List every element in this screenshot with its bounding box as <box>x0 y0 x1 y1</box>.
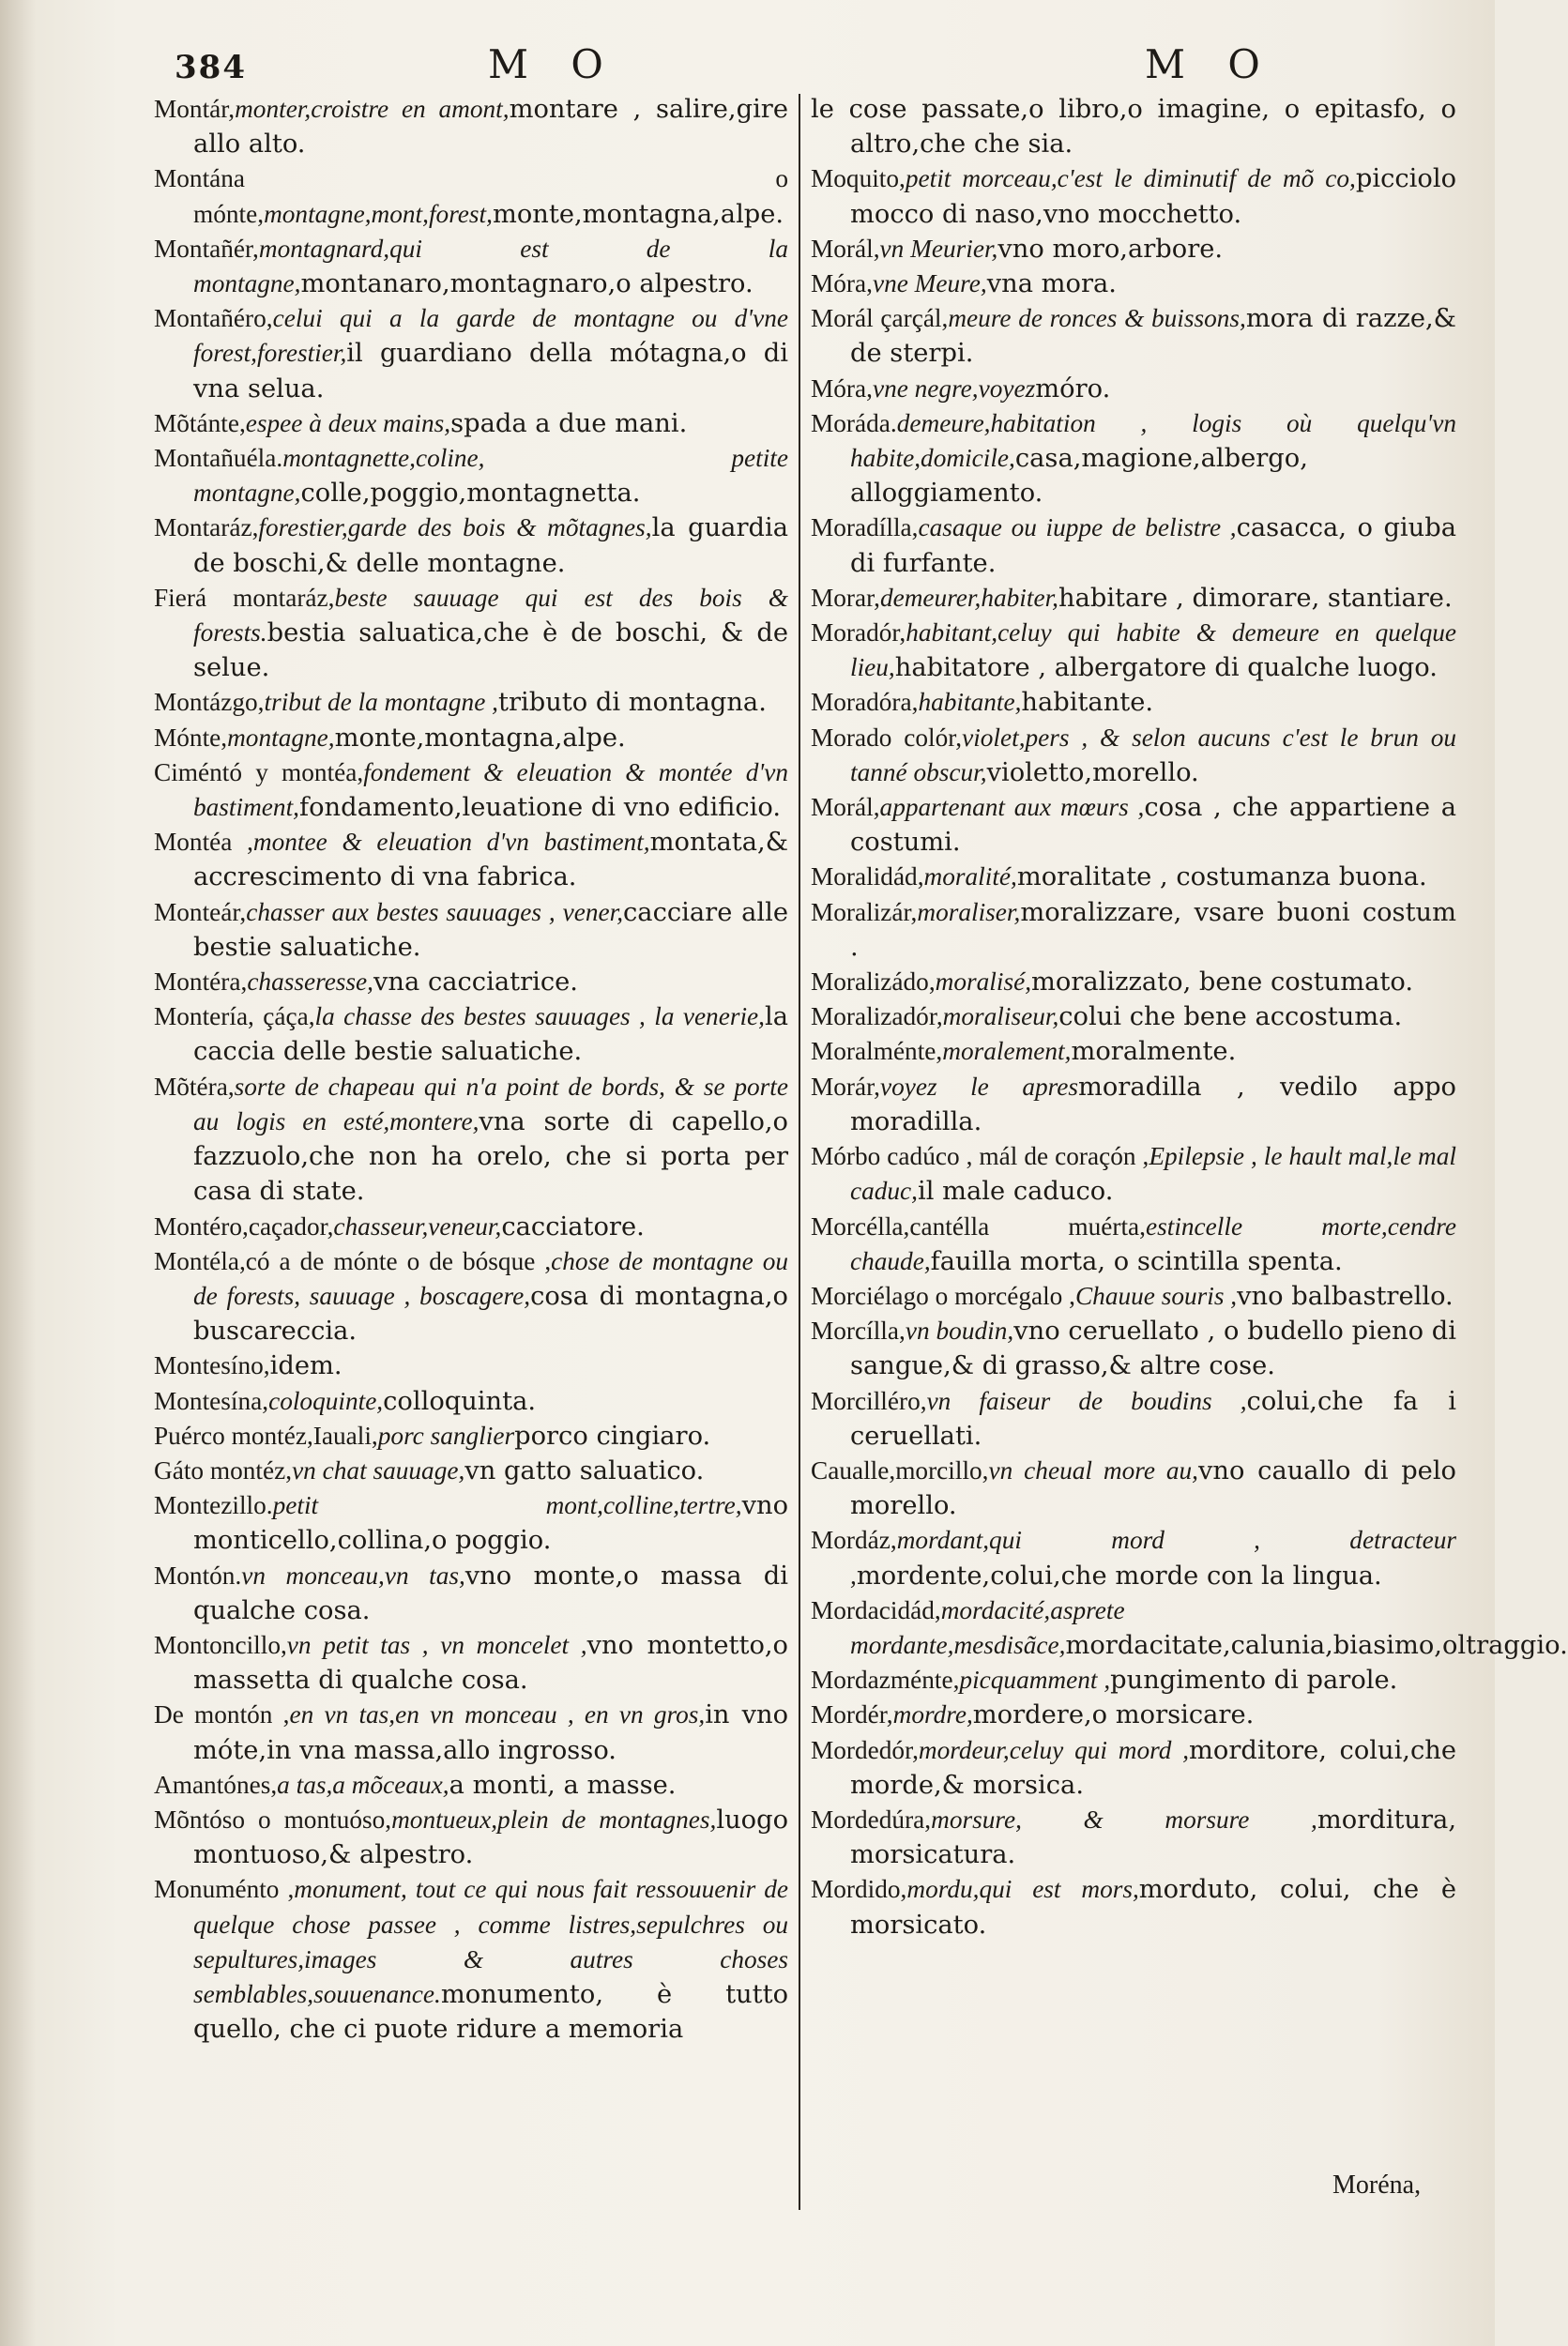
entry-italian-gloss: morditore, colui,che morde,& morsica. <box>850 1735 1457 1800</box>
dictionary-entry <box>811 1523 1456 1592</box>
entry-italian-gloss: vno cauallo di pelo morello. <box>850 1455 1456 1521</box>
entry-italian-gloss: a monti, a masse. <box>449 1770 677 1800</box>
dictionary-entry <box>811 267 1456 301</box>
entry-headword: De montón , <box>154 1700 290 1729</box>
entry-headword: Monuménto , <box>154 1875 295 1904</box>
entry-headword: Montaráz, <box>154 513 259 542</box>
entry-italian-gloss: spada a due mani. <box>450 408 688 438</box>
entry-headword: Mõtánte, <box>154 408 246 437</box>
entry-italian-gloss: moralizzare, vsare buoni costum . <box>850 897 1456 962</box>
dictionary-entry <box>154 92 788 161</box>
entry-headword: Moradór, <box>811 618 906 647</box>
dictionary-entry <box>811 581 1456 616</box>
entry-headword: Moquito, <box>811 164 906 193</box>
dictionary-entry <box>811 510 1456 580</box>
entry-french-gloss: appartenant aux mœurs , <box>879 793 1145 822</box>
dictionary-entry <box>154 1698 788 1767</box>
entry-italian-gloss: moralizzato, bene costumato. <box>1031 967 1414 998</box>
entry-headword: Mónte, <box>154 723 228 752</box>
dictionary-entry <box>811 999 1456 1034</box>
dictionary-entry <box>154 1628 788 1698</box>
entry-headword: Monteár, <box>154 897 247 926</box>
dictionary-entry <box>811 1314 1456 1383</box>
entry-french-gloss: vn monceau,vn tas, <box>241 1561 465 1590</box>
entry-french-gloss: moraliser, <box>917 897 1021 926</box>
dictionary-entry <box>811 1872 1456 1942</box>
entry-headword: Montéro,caçador, <box>154 1211 334 1241</box>
entry-headword: Mordido, <box>811 1875 907 1904</box>
entry-headword: Mordacidád, <box>811 1595 941 1624</box>
entry-french-gloss: coloquinte, <box>268 1386 384 1415</box>
entry-french-gloss: fondement & eleuation & montée d'vn bastiment, <box>193 757 788 822</box>
entry-headword: Montázgo, <box>154 688 265 717</box>
entry-italian-gloss: vna cacciatrice. <box>373 967 578 998</box>
entry-french-gloss: monter,croistre en amont, <box>235 95 510 123</box>
entry-headword: Móra, <box>811 269 873 298</box>
entry-italian-gloss: monte,montagna,alpe. <box>334 723 626 753</box>
entry-headword: Moralizadór, <box>811 1002 943 1031</box>
entry-headword: Morado colór, <box>811 723 963 752</box>
entry-headword: Morcilléro, <box>811 1386 927 1415</box>
entry-headword: Montería, çáça, <box>154 1002 315 1031</box>
entry-headword: Morál, <box>811 793 880 822</box>
catchword: Moréna, <box>1332 2171 1422 2200</box>
entry-italian-gloss: idem. <box>269 1351 343 1381</box>
entry-italian-gloss: vn gatto saluatico. <box>464 1455 705 1485</box>
column-rule <box>799 94 800 2210</box>
dictionary-entry <box>154 1419 788 1454</box>
dictionary-entry <box>154 825 788 894</box>
dictionary-entry <box>154 1210 788 1244</box>
entry-headword: Morár, <box>811 1072 880 1101</box>
entry-headword: Montéla,có a de mónte o de bósque , <box>154 1246 552 1275</box>
entry-italian-gloss: cacciare alle bestie saluatiche. <box>193 897 788 962</box>
dictionary-entry <box>154 895 788 965</box>
dictionary-entry <box>154 301 788 406</box>
entry-french-gloss: vne Meure, <box>872 269 987 298</box>
entry-french-gloss: mordant,qui mord , detracteur , <box>850 1526 1456 1590</box>
entry-italian-gloss: colui che bene accostuma. <box>1058 1002 1403 1032</box>
dictionary-entry <box>811 301 1456 371</box>
entry-french-gloss: espee à deux mains, <box>245 408 451 437</box>
entry-italian-gloss: violetto,morello. <box>986 757 1199 787</box>
entry-headword: Moralidád, <box>811 862 924 891</box>
entry-headword: Fierá montaráz, <box>154 583 335 612</box>
entry-italian-gloss: vno moro,arbore. <box>997 234 1224 264</box>
entry-italian-gloss: vna mora. <box>986 269 1117 299</box>
entry-italian-gloss: mordacitate,calunia,biasimo,oltraggio. <box>1065 1630 1568 1660</box>
right-column <box>811 92 1568 1942</box>
entry-headword: Moráda. <box>811 408 897 437</box>
dictionary-entry <box>811 965 1456 999</box>
entry-headword: Morcélla,cantélla muérta, <box>811 1211 1146 1241</box>
entry-italian-gloss: monte,montagna,alpe. <box>492 199 784 229</box>
entry-italian-gloss: móro. <box>1035 373 1111 404</box>
dictionary-entry <box>811 1593 1568 1663</box>
dictionary-entry <box>154 965 788 999</box>
entry-french-gloss: voyez le apres <box>879 1072 1078 1101</box>
entry-headword: Mordazménte, <box>811 1666 960 1695</box>
entry-headword: Mõtéra, <box>154 1072 235 1101</box>
entry-italian-gloss: il male caduco. <box>918 1177 1114 1207</box>
dictionary-entry <box>811 1803 1456 1872</box>
entry-italian-gloss: la caccia delle bestie saluatiche. <box>193 1002 788 1067</box>
dictionary-entry <box>811 161 1456 231</box>
dictionary-entry <box>811 1070 1456 1139</box>
entry-french-gloss: demeure,habitation , logis où quelqu'vn habite,domicile, <box>850 408 1456 473</box>
entry-french-gloss: beste sauuage qui est des bois & forests. <box>193 583 788 647</box>
entry-italian-gloss: morditura, morsicatura. <box>850 1805 1456 1870</box>
dictionary-entry <box>811 685 1456 720</box>
entry-italian-gloss: cacciatore. <box>501 1211 645 1242</box>
dictionary-entry <box>811 616 1456 685</box>
entry-italian-gloss: moralmente. <box>1071 1037 1237 1067</box>
entry-french-gloss: habitant,celuy qui habite & demeure en quelque lieu, <box>850 618 1456 682</box>
entry-french-gloss: porc sanglier <box>377 1421 515 1450</box>
dictionary-entry <box>154 1070 788 1210</box>
entry-italian-gloss: in vno móte,in vna massa,allo ingrosso. <box>193 1700 788 1765</box>
entry-italian-gloss: casacca, o giuba di furfante. <box>850 513 1456 578</box>
entry-italian-gloss: cosa , che appartiene a costumi. <box>850 793 1456 858</box>
entry-italian-gloss: vna sorte di capello,o fazzuolo,che non ha orelo, che si porta per casa di state. <box>193 1106 788 1207</box>
entry-french-gloss: celui qui a la garde de montagne ou d'vne forest,forestier, <box>193 304 788 368</box>
entry-italian-gloss: colloquinta. <box>383 1386 537 1416</box>
entry-headword: Montoncillo, <box>154 1630 287 1659</box>
entry-french-gloss: mordre, <box>892 1700 973 1729</box>
dictionary-entry <box>154 721 788 755</box>
dictionary-entry <box>811 1384 1456 1454</box>
entry-french-gloss: habitante, <box>918 688 1022 717</box>
entry-headword: Morcílla, <box>811 1317 906 1346</box>
entry-headword: Montezillo. <box>154 1491 273 1520</box>
entry-french-gloss: moralement, <box>942 1037 1072 1066</box>
dictionary-entry <box>154 1348 788 1383</box>
dictionary-entry <box>811 1733 1456 1803</box>
entry-french-gloss: vn cheual more au, <box>988 1455 1198 1485</box>
entry-french-gloss: montagne,mont,forest, <box>264 199 493 228</box>
entry-french-gloss: violet,pers , & selon aucuns c'est le brun ou tanné obscur, <box>850 723 1456 786</box>
entry-italian-gloss: montanaro,montagnaro,o alpestro. <box>300 269 754 299</box>
entry-french-gloss: chasser aux bestes sauuages , vener, <box>246 897 624 926</box>
dictionary-entry <box>154 1488 788 1558</box>
entry-italian-gloss: moralitate , costumanza buona. <box>1016 862 1427 892</box>
dictionary-entry <box>154 1872 788 2047</box>
entry-headword: Moradóra, <box>811 688 919 717</box>
dictionary-entry <box>154 1803 788 1872</box>
entry-french-gloss: casaque ou iuppe de belistre , <box>918 513 1237 542</box>
entry-italian-gloss: tributo di montagna. <box>497 688 767 718</box>
entry-french-gloss: morsure, & morsure , <box>931 1805 1317 1834</box>
entry-italian-gloss: colui,che fa i ceruellati. <box>850 1386 1456 1451</box>
left-column <box>154 92 788 2047</box>
dictionary-entry <box>811 1698 1456 1732</box>
entry-french-gloss: vne negre,voyez <box>872 373 1036 403</box>
entry-french-gloss: Epilepsie , le hault mal,le mal caduc, <box>850 1142 1457 1206</box>
dictionary-entry <box>154 232 788 301</box>
entry-italian-gloss: mordere,o morsicare. <box>972 1700 1255 1730</box>
entry-italian-gloss: mora di razze,& de sterpi. <box>850 304 1456 369</box>
dictionary-entry <box>811 790 1456 860</box>
entry-french-gloss: moralisé, <box>935 967 1032 997</box>
entry-headword: Morar, <box>811 583 880 612</box>
entry-headword: Móra, <box>811 373 873 403</box>
dictionary-entry <box>154 1559 788 1628</box>
entry-italian-gloss: habitante. <box>1021 688 1154 718</box>
entry-headword: Montéa , <box>154 828 253 857</box>
dictionary-entry <box>154 406 788 441</box>
dictionary-entry <box>811 860 1456 894</box>
entry-italian-gloss: le cose passate,o libro,o imagine, o epitasfo, o altro,che che sia. <box>811 95 1456 160</box>
entry-headword: Mórbo cadúco , mál de coraçón , <box>811 1142 1149 1171</box>
entry-headword: Moradílla, <box>811 513 919 542</box>
entry-headword: Montañéro, <box>154 304 273 333</box>
entry-headword: Moralménte, <box>811 1037 943 1066</box>
entry-italian-gloss: morduto, colui, che è morsicato. <box>850 1875 1456 1940</box>
entry-headword: Ciméntó y montéa, <box>154 757 364 786</box>
entry-headword: Mordér, <box>811 1700 893 1729</box>
entry-french-gloss: petit morceau,c'est le diminutif de mõ co, <box>905 164 1356 193</box>
dictionary-entry <box>154 510 788 580</box>
dictionary-entry <box>811 406 1456 511</box>
entry-italian-gloss: vno ceruellato , o budello pieno di sangue,& di grasso,& altre cose. <box>850 1317 1456 1381</box>
entry-french-gloss: montueux,plein de montagnes, <box>391 1805 717 1834</box>
dictionary-entry <box>811 92 1456 161</box>
dictionary-entry <box>154 755 788 825</box>
entry-headword: Puérco montéz,Iauali, <box>154 1421 378 1450</box>
dictionary-entry <box>811 721 1456 790</box>
entry-headword: Morál, <box>811 234 880 263</box>
entry-italian-gloss: habitatore , albergatore di qualche luogo. <box>894 653 1438 683</box>
entry-headword: Montána o mónte, <box>154 164 788 228</box>
entry-italian-gloss: vno monte,o massa di qualche cosa. <box>193 1561 788 1625</box>
entry-italian-gloss: pungimento di parole. <box>1110 1666 1398 1696</box>
dictionary-entry <box>811 372 1456 406</box>
entry-italian-gloss: cosa di montagna,o buscareccia. <box>193 1281 788 1347</box>
entry-french-gloss: vn chat sauuage, <box>292 1455 465 1485</box>
page-number: 384 <box>175 49 247 86</box>
entry-french-gloss: moralité, <box>923 862 1017 891</box>
entry-french-gloss: forestier,garde des bois & mõtagnes, <box>258 513 652 542</box>
entry-french-gloss: chasseur,veneur, <box>333 1211 502 1241</box>
entry-headword: Montón. <box>154 1561 242 1590</box>
entry-french-gloss: vn Meurier, <box>879 234 998 263</box>
entry-french-gloss: mordeur,celuy qui mord , <box>918 1735 1190 1764</box>
entry-french-gloss: vn faiseur de boudins , <box>926 1386 1247 1415</box>
dictionary-entry <box>811 232 1456 267</box>
dictionary-entry <box>154 1454 788 1488</box>
dictionary-entry <box>154 1768 788 1803</box>
entry-headword: Gáto montéz, <box>154 1455 293 1485</box>
page-header <box>0 41 1495 98</box>
dictionary-entry <box>811 1279 1456 1314</box>
entry-headword: Morciélago o morcégalo , <box>811 1281 1075 1310</box>
entry-headword: Amantónes, <box>154 1770 278 1799</box>
dictionary-entry <box>154 1244 788 1349</box>
running-head-right: M O <box>1145 41 1275 87</box>
entry-french-gloss: en vn tas,en vn monceau , en vn gros, <box>289 1700 706 1729</box>
dictionary-entry <box>154 685 788 720</box>
dictionary-entry <box>811 895 1456 965</box>
dictionary-entry <box>154 441 788 510</box>
entry-headword: Morál çarçál, <box>811 304 949 333</box>
entry-italian-gloss: habitare , dimorare, stantiare. <box>1058 583 1453 613</box>
entry-italian-gloss: la guardia de boschi,& delle montagne. <box>193 513 788 578</box>
entry-french-gloss: mordu,qui est mors, <box>906 1875 1139 1904</box>
entry-headword: Montañér, <box>154 234 259 263</box>
entry-italian-gloss: monumento, è tutto quello, che ci puote ridure a memoria <box>193 1979 788 2045</box>
entry-headword: Moralizár, <box>811 897 918 926</box>
entry-headword: Montesíno, <box>154 1351 270 1380</box>
entry-french-gloss: vn petit tas , vn moncelet , <box>286 1630 587 1659</box>
entry-italian-gloss: vno montetto,o massetta di qualche cosa. <box>193 1630 788 1696</box>
entry-italian-gloss: picciolo mocco di naso,vno mocchetto. <box>850 164 1456 229</box>
entry-french-gloss: monument, tout ce qui nous fait ressouuenir de quelque chose passee , comme listres,sepulchres ou sepultures,images & autres choses semblables,souuenance. <box>193 1875 788 2008</box>
entry-italian-gloss: fauilla morta, o scintilla spenta. <box>930 1246 1343 1276</box>
dictionary-entry <box>811 1139 1456 1209</box>
entry-headword: Mordedúra, <box>811 1805 932 1834</box>
dictionary-entry <box>154 999 788 1069</box>
entry-french-gloss: estincelle morte,cendre chaude, <box>850 1211 1456 1275</box>
entry-french-gloss: moraliseur, <box>942 1002 1059 1031</box>
dictionary-entry <box>811 1454 1456 1523</box>
entry-italian-gloss: bestia saluatica,che è de boschi, & de selue. <box>193 618 788 683</box>
entry-italian-gloss: luogo montuoso,& alpestro. <box>193 1805 789 1870</box>
entry-french-gloss: picquamment , <box>959 1666 1111 1695</box>
dictionary-entry <box>811 1034 1456 1069</box>
running-head-left: M O <box>488 41 618 87</box>
entry-french-gloss: montee & eleuation d'vn bastiment, <box>252 828 650 857</box>
entry-french-gloss: sorte de chapeau qui n'a point de bords, & se porte au logis en esté,montere, <box>193 1072 788 1135</box>
entry-italian-gloss: il guardiano della mótagna,o di vna selua. <box>193 339 788 404</box>
entry-french-gloss: demeurer,habiter, <box>879 583 1058 612</box>
entry-italian-gloss: porco cingiaro. <box>514 1421 711 1451</box>
entry-italian-gloss: moradilla , vedilo appo moradilla. <box>850 1072 1456 1136</box>
entry-french-gloss: montagne, <box>227 723 335 752</box>
entry-italian-gloss: vno monticello,collina,o poggio. <box>193 1491 788 1556</box>
entry-headword: Montár, <box>154 95 236 123</box>
entry-headword: Mordedór, <box>811 1735 919 1764</box>
gutter-shadow <box>0 0 36 2346</box>
entry-french-gloss: tribut de la montagne , <box>264 688 498 717</box>
dictionary-entry <box>154 1384 788 1419</box>
entry-italian-gloss: montare , salire,gire allo alto. <box>193 95 788 160</box>
dictionary-entry <box>811 1210 1456 1279</box>
entry-italian-gloss: casa,magione,albergo, alloggiamento. <box>850 444 1308 509</box>
entry-french-gloss: montagnard,qui est de la montagne, <box>193 234 788 298</box>
dictionary-entry <box>811 1663 1456 1698</box>
entry-headword: Montéra, <box>154 967 248 997</box>
entry-french-gloss: vn boudin, <box>905 1317 1014 1346</box>
entry-headword: Caualle,morcillo, <box>811 1455 989 1485</box>
entry-french-gloss: chasseresse, <box>247 967 373 997</box>
entry-french-gloss: chose de montagne ou de forests, sauuage , boscagere, <box>193 1246 788 1310</box>
entry-french-gloss: meure de ronces & buissons, <box>948 304 1246 333</box>
entry-italian-gloss: fondamento,leuatione di vno edificio. <box>298 793 782 823</box>
entry-headword: Moralizádo, <box>811 967 936 997</box>
entry-headword: Montañuéla. <box>154 444 283 473</box>
entry-headword: Montesína, <box>154 1386 269 1415</box>
entry-french-gloss: la chasse des bestes sauuages , la venerie, <box>314 1002 765 1031</box>
entry-italian-gloss: montata,& accrescimento di vna fabrica. <box>193 828 788 892</box>
entry-french-gloss: a tas,a mõceaux, <box>277 1770 449 1799</box>
dictionary-entry <box>154 581 788 686</box>
entry-italian-gloss: mordente,colui,che morde con la lingua. <box>856 1561 1382 1591</box>
dictionary-entry <box>154 161 788 231</box>
entry-italian-gloss: colle,poggio,montagnetta. <box>300 479 641 509</box>
entry-headword: Mõntóso o montuóso, <box>154 1805 392 1834</box>
entry-french-gloss: petit mont,colline,tertre, <box>272 1491 742 1520</box>
entry-french-gloss: Chauue souris , <box>1074 1281 1238 1310</box>
entry-french-gloss: montagnette,coline, petite montagne, <box>193 444 788 508</box>
entry-headword: Mordáz, <box>811 1526 897 1555</box>
entry-italian-gloss: vno balbastrello. <box>1237 1281 1454 1311</box>
entry-french-gloss: mordacité,asprete mordante,mesdisãce, <box>850 1595 1125 1659</box>
